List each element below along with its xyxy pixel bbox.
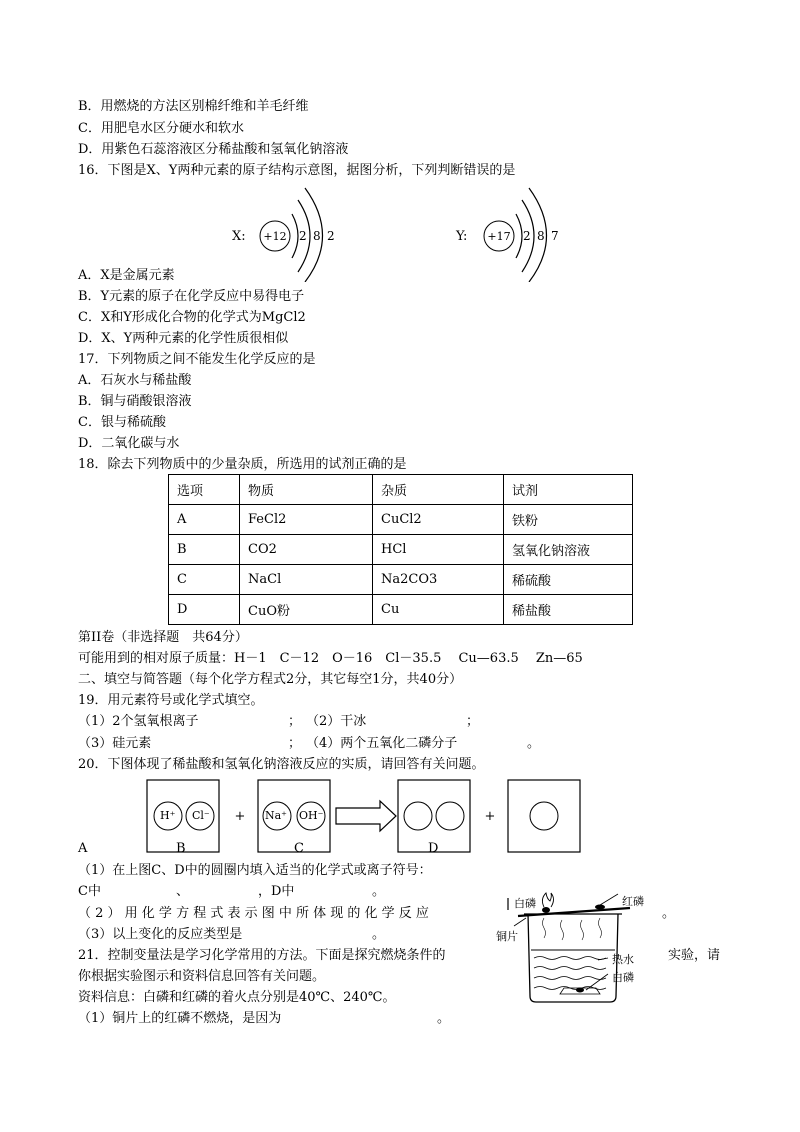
table-header-cell: 物质	[240, 475, 373, 505]
q15-option-c: C．用肥皂水区分硬水和软水	[78, 121, 244, 136]
fig-copper-sheet: 铜片	[496, 930, 518, 943]
q20-part-1-c: C中	[78, 884, 101, 899]
table-cell: A	[169, 505, 240, 535]
leader-line	[600, 894, 618, 905]
reaction-arrow-icon	[336, 801, 396, 831]
q20-part-1-d: ，D中	[258, 884, 295, 899]
q20-part-3: （3）以上变化的反应类型是	[78, 927, 243, 942]
atom-structure-diagram	[220, 182, 600, 282]
q21-info: 资料信息：白磷和红磷的着火点分别是40℃、240℃。	[78, 990, 396, 1005]
table-cell: NaCl	[240, 565, 373, 595]
table-row	[169, 565, 633, 595]
product-circle-3	[530, 802, 558, 830]
q21-line-2: 你根据实验图示和资料信息回答有关问题。	[78, 969, 326, 984]
ion-oh-label: OH⁻	[299, 809, 324, 822]
table-header-cell: 选项	[169, 475, 240, 505]
q20-part-1: （1）在上图C、D中的圆圈内填入适当的化学式或离子符号：	[78, 863, 432, 878]
table-row	[169, 505, 633, 535]
product-circle-2	[436, 802, 464, 830]
water-wave	[534, 957, 606, 960]
q19-part-4-end: 。	[527, 736, 541, 751]
ion-na-label: Na⁺	[265, 809, 287, 822]
table-cell: CuO粉	[240, 595, 373, 625]
table-header-cell: 杂质	[373, 475, 504, 505]
fig-white-phosphorus-top: 白磷	[514, 897, 536, 910]
q16-stem: 16．下图是X、Y两种元素的原子结构示意图，据图分析，下列判断错误的是	[78, 163, 516, 178]
q17-option-b: B．铜与硝酸银溶液	[78, 394, 192, 409]
q16-option-c: C．X和Y形成化合物的化学式为MgCl2	[78, 310, 306, 325]
q18-stem: 18．除去下列物质中的少量杂质，所选用的试剂正确的是	[78, 457, 407, 472]
q19-stem: 19．用元素符号或化学式填空。	[78, 693, 264, 708]
table-cell: Cu	[373, 595, 504, 625]
atom-x-electrons-3: 2	[327, 229, 335, 243]
plus-sign-2: +	[484, 809, 496, 824]
atom-x-electrons-2: 8	[313, 229, 321, 243]
table-cell: 铁粉	[504, 505, 633, 535]
table-cell: FeCl2	[240, 505, 373, 535]
atom-y-label: Y:	[456, 229, 468, 244]
q16-option-a: A．X是金属元素	[78, 268, 175, 283]
table-cell: HCl	[373, 535, 504, 565]
q17-option-c: C．银与稀硫酸	[78, 415, 166, 430]
steam-line	[561, 920, 564, 940]
q15-option-b: B．用燃烧的方法区别棉纤维和羊毛纤维	[78, 99, 309, 114]
atom-y-shell-1	[516, 214, 522, 258]
plus-sign-1: +	[234, 809, 246, 824]
atom-y-nucleus-charge: +17	[487, 230, 511, 243]
q19-part-3: （3）硅元素	[78, 736, 152, 751]
q19-part-4: （4）两个五氧化二磷分子	[306, 736, 458, 751]
q21-line-1: 21．控制变量法是学习化学常用的方法。下面是探究燃烧条件的	[78, 948, 446, 963]
atom-x-label: X:	[232, 229, 246, 244]
q19-part-2: （2）干冰	[306, 714, 367, 729]
table-row	[169, 535, 633, 565]
table-cell: 氢氧化钠溶液	[504, 535, 633, 565]
atomic-masses: 可能用到的相对原子质量：H－1 C－12 O－16 Cl－35.5 Cu—63.5 Zn—65	[78, 651, 583, 666]
q21-part-1: （1）铜片上的红磷不燃烧，是因为	[78, 1011, 282, 1026]
atom-y-electrons-2: 8	[537, 229, 545, 243]
q19-part-3-end: ；	[288, 736, 302, 751]
ion-cl-label: Cl⁻	[192, 809, 210, 822]
part2-title: 第II卷（非选择题 共64分）	[78, 630, 248, 645]
q17-option-d: D．二氧化碳与水	[78, 436, 180, 451]
box-e	[508, 780, 580, 852]
q20-stem: 20．下图体现了稀盐酸和氢氧化钠溶液反应的实质，请回答有关问题。	[78, 757, 485, 772]
table-cell: D	[169, 595, 240, 625]
white-phosphorus-top	[542, 907, 550, 913]
q20-part-2: （ 2 ） 用 化 学 方 程 式 表 示 图 中 所 体 现 的 化 学 反 应	[78, 906, 429, 921]
q19-part-2-end: ；	[466, 714, 480, 729]
product-circle-1	[404, 802, 432, 830]
table-cell: C	[169, 565, 240, 595]
label-c: C	[294, 841, 304, 856]
q20-part-1-sep: 、	[176, 884, 190, 899]
atom-y-electrons-1: 2	[523, 229, 531, 243]
table-header-cell: 试剂	[504, 475, 633, 505]
q20-part-1-end: 。	[372, 884, 386, 899]
section-heading: 二、填空与简答题（每个化学方程式2分，其它每空1分，共40分）	[78, 672, 463, 687]
q17-option-a: A．石灰水与稀盐酸	[78, 373, 192, 388]
steam-line	[543, 918, 546, 938]
water-wave	[534, 967, 606, 970]
table-cell: CuCl2	[373, 505, 504, 535]
flame-icon	[542, 893, 553, 907]
atom-x-nucleus-charge: +12	[263, 230, 287, 243]
water-wave	[534, 977, 606, 980]
table-cell: 稀盐酸	[504, 595, 633, 625]
q20-part-2-end: 。	[662, 906, 676, 921]
table-cell: B	[169, 535, 240, 565]
white-phosphorus-bottom	[576, 988, 584, 993]
label-a: A	[78, 841, 88, 856]
table-cell: Na2CO3	[373, 565, 504, 595]
table-header-row	[169, 475, 633, 505]
table-cell: 稀硫酸	[504, 565, 633, 595]
q17-stem: 17．下列物质之间不能发生化学反应的是	[78, 352, 316, 367]
q20-part-3-end: 。	[372, 927, 386, 942]
q19-part-1: （1）2个氢氧根离子	[78, 714, 199, 729]
q21-part-1-end: 。	[437, 1011, 451, 1026]
label-d: D	[428, 841, 439, 856]
leader-line	[514, 918, 526, 926]
table-cell: CO2	[240, 535, 373, 565]
q16-option-b: B．Y元素的原子在化学反应中易得电子	[78, 289, 305, 304]
q16-option-d: D．X、Y两种元素的化学性质很相似	[78, 331, 289, 346]
atom-y-electrons-3: 7	[551, 229, 559, 243]
q15-option-d: D．用紫色石蕊溶液区分稀盐酸和氢氧化钠溶液	[78, 142, 349, 157]
ion-h-label: H⁺	[160, 809, 176, 822]
leader-line	[598, 958, 608, 960]
table-row	[169, 595, 633, 625]
steam-line	[599, 918, 602, 938]
fig-white-phosphorus-bottom: 白磷	[612, 971, 634, 984]
atom-x-electrons-1: 2	[299, 229, 307, 243]
atom-x-shell-1	[292, 214, 298, 258]
q19-part-1-end: ；	[288, 714, 302, 729]
fig-hot-water: 热水	[612, 953, 634, 966]
fig-red-phosphorus: 红磷	[622, 895, 644, 908]
label-b: B	[176, 841, 186, 856]
q18-table	[168, 474, 633, 625]
red-phosphorus	[595, 905, 605, 910]
q21-line-1-end: 实验，请	[668, 948, 721, 963]
steam-line	[581, 920, 584, 940]
